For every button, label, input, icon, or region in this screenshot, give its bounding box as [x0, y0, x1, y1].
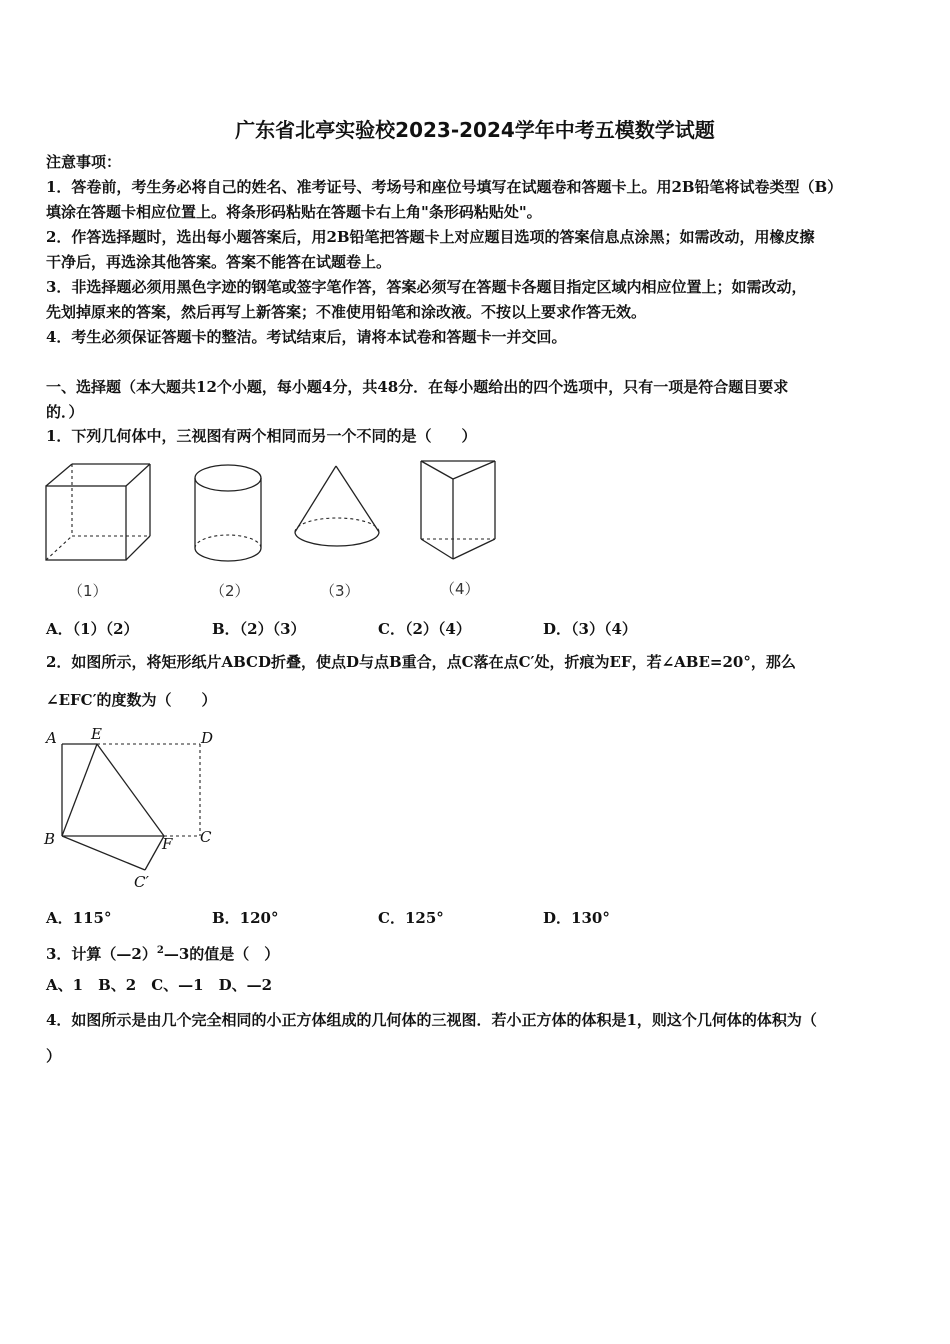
point-label-e: E [91, 725, 102, 743]
point-label-f: F [162, 835, 173, 853]
cube-figure [40, 460, 160, 570]
q2-option-b: B．120° [212, 909, 279, 927]
q2-stem: 2．如图所示，将矩形纸片ABCD折叠，使点D与点B重合，点C落在点C′处，折痕为EF，若∠ABE=20°，那么 [46, 653, 796, 671]
notice-heading: 注意事项： [46, 153, 122, 171]
q1-option-c: C．（2）（4） [378, 620, 471, 638]
q3-stem-part: —3的值是（ ） [163, 945, 280, 963]
prism-figure [415, 455, 505, 565]
q1-option-d: D．（3）（4） [543, 620, 637, 638]
page-title: 广东省北亭实验校2023-2024学年中考五模数学试题 [235, 118, 715, 142]
q1-option-a: A．（1）（2） [46, 620, 139, 638]
point-label-a: A [46, 729, 57, 747]
q2-option-a: A．115° [46, 909, 112, 927]
q3-exponent: 2 [156, 945, 164, 956]
q3-options: A、1 B、2 C、—1 D、—2 [46, 976, 273, 994]
notice-line: 1．答卷前，考生务必将自己的姓名、准考证号、考场号和座位号填写在试题卷和答题卡上。用2B铅笔将试卷类型（B） [46, 178, 843, 196]
q2-option-d: D．130° [543, 909, 610, 927]
q3-stem-part: 3．计算（—2） [46, 945, 157, 963]
q1-option-b: B．（2）（3） [212, 620, 306, 638]
figure-caption: （3） [320, 582, 360, 600]
point-label-b: B [44, 830, 56, 848]
figure-caption: （2） [210, 582, 250, 600]
q2-option-c: C．125° [378, 909, 444, 927]
cone-figure [290, 460, 390, 570]
q1-stem: 1．下列几何体中，三视图有两个相同而另一个不同的是（ ） [46, 427, 477, 445]
notice-line: 4．考生必须保证答题卡的整洁。考试结束后，请将本试卷和答题卡一并交回。 [46, 328, 567, 346]
q2-stem-cont: ∠EFC′的度数为（ ） [46, 691, 217, 709]
point-label-c: C [200, 828, 212, 846]
section-heading: 一、选择题（本大题共12个小题，每小题4分，共48分．在每小题给出的四个选项中，只有一项是符合题目要求 [46, 378, 789, 396]
cylinder-figure [190, 460, 270, 570]
figure-caption: （4） [440, 580, 480, 598]
notice-line: 2．作答选择题时，选出每小题答案后，用2B铅笔把答题卡上对应题目选项的答案信息点涂黑；如需改动，用橡皮擦 [46, 228, 815, 246]
q4-stem: 4．如图所示是由几个完全相同的小正方体组成的几何体的三视图．若小正方体的体积是1，则这个几何体的体积为（ [46, 1011, 817, 1029]
notice-line: 先划掉原来的答案，然后再写上新答案；不准使用铅笔和涂改液。不按以上要求作答无效。 [46, 303, 647, 321]
notice-line: 填涂在答题卡相应位置上。将条形码粘贴在答题卡右上角"条形码粘贴处"。 [46, 203, 542, 221]
notice-line: 干净后，再选涂其他答案。答案不能答在试题卷上。 [46, 253, 392, 271]
section-heading-cont: 的．） [46, 403, 84, 421]
q3-stem [46, 941, 279, 964]
folded-rectangle-figure [40, 722, 230, 897]
figure-caption: （1） [68, 582, 108, 600]
point-label-c-prime: C′ [134, 873, 149, 891]
notice-line: 3．非选择题必须用黑色字迹的钢笔或签字笔作答，答案必须写在答题卡各题目指定区域内相应位置上；如需改动， [46, 278, 807, 296]
point-label-d: D [201, 729, 214, 747]
q4-stem-cont: ） [46, 1047, 62, 1065]
